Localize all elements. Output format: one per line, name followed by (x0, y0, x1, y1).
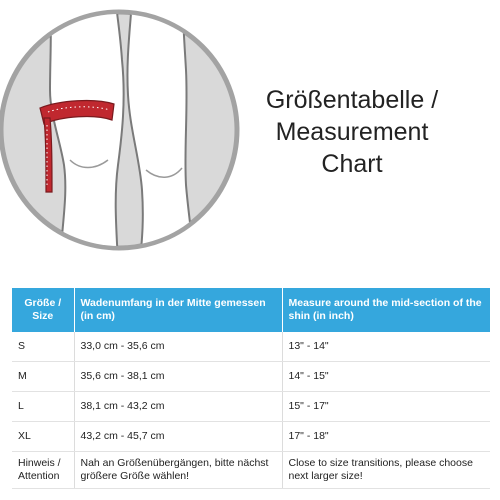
header-size: Größe / Size (12, 288, 74, 332)
cm-cell: 43,2 cm - 45,7 cm (74, 422, 282, 452)
inch-cell: 17" - 18" (282, 422, 490, 452)
size-cell: L (12, 392, 74, 422)
table-row (12, 332, 490, 362)
inch-cell: 15" - 17" (282, 392, 490, 422)
leg-measurement-illustration (0, 0, 240, 262)
size-cell: M (12, 362, 74, 392)
size-cell: XL (12, 422, 74, 452)
table-row (12, 362, 490, 392)
title-line-1: Größentabelle / (265, 86, 439, 114)
chart-title (252, 84, 452, 180)
size-cell: Hinweis / Attention (12, 452, 74, 489)
header-shin-inch: Measure around the mid-section of the shin (in inch) (282, 288, 490, 332)
inch-cell: 13" - 14" (282, 332, 490, 362)
cm-cell: 38,1 cm - 43,2 cm (74, 392, 282, 422)
title-line-3: Chart (321, 150, 383, 178)
title-line-2: Measurement (275, 118, 429, 146)
cm-cell: Nah an Größenübergängen, bitte nächst größere Größe wählen! (74, 452, 282, 489)
size-table (12, 288, 490, 489)
cm-cell: 35,6 cm - 38,1 cm (74, 362, 282, 392)
table-row (12, 392, 490, 422)
header-calf-cm: Wadenumfang in der Mitte gemessen (in cm) (74, 288, 282, 332)
inch-cell: Close to size transitions, please choose next larger size! (282, 452, 490, 489)
table-row-attention (12, 452, 490, 489)
cm-cell: 33,0 cm - 35,6 cm (74, 332, 282, 362)
table-row (12, 422, 490, 452)
table-header-row (12, 288, 490, 332)
size-cell: S (12, 332, 74, 362)
inch-cell: 14" - 15" (282, 362, 490, 392)
